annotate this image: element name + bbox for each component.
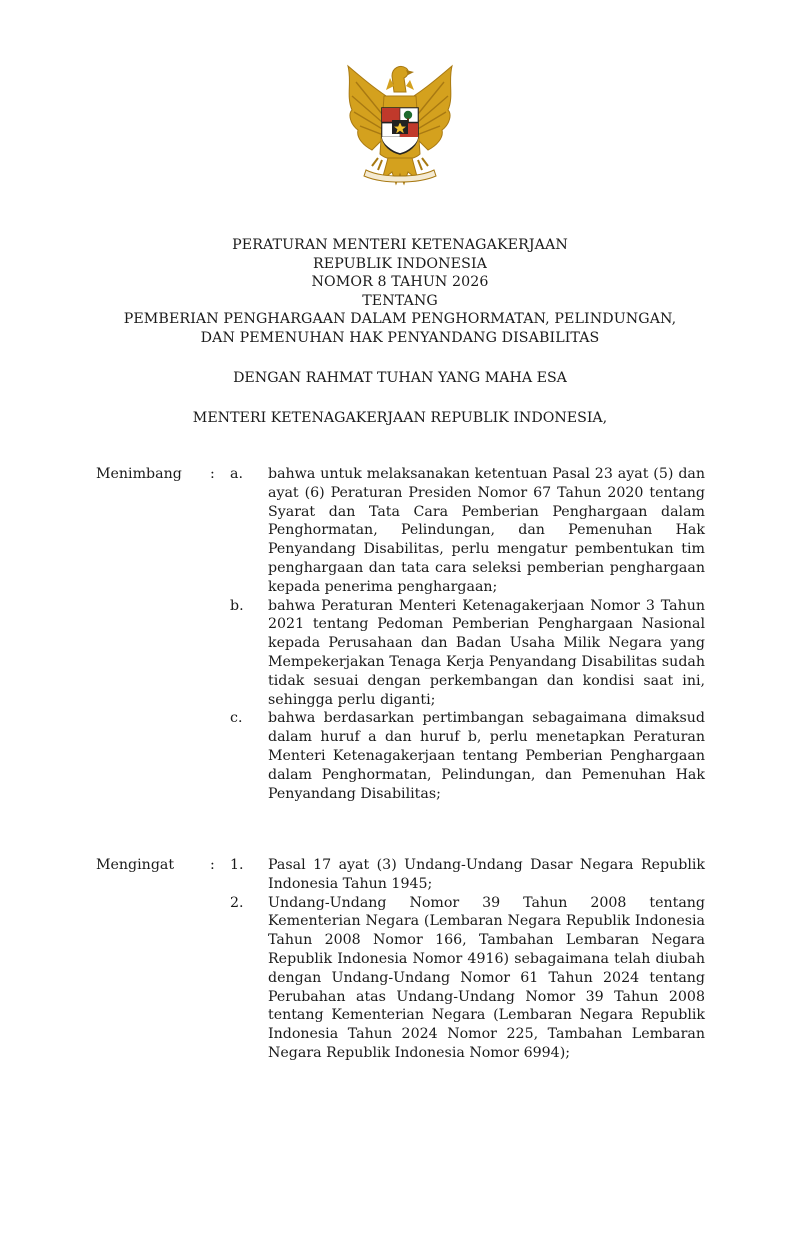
list-item: [96, 709, 708, 803]
section-colon: :: [210, 466, 215, 482]
list-item: [96, 597, 708, 710]
title-line: TENTANG: [362, 292, 438, 309]
list-item: [96, 856, 708, 894]
garuda-emblem-icon: [338, 62, 462, 192]
item-text: bahwa berdasarkan pertimbangan sebagaimana dimaksud dalam huruf a dan huruf b, perlu menetapkan Peraturan Menteri Ketenagakerjaan tentang Pemberian Penghargaan dalam Penghormatan, Pelindungan, dan Pemenuhan Hak Penyandang Disabilitas;: [268, 710, 705, 802]
minister-heading: MENTERI KETENAGAKERJAAN REPUBLIK INDONESIA,: [192, 410, 608, 426]
grace-invocation: DENGAN RAHMAT TUHAN YANG MAHA ESA: [233, 370, 567, 386]
title-line: NOMOR 8 TAHUN 2026: [311, 274, 489, 291]
item-marker: b.: [230, 597, 244, 614]
regulation-title: [0, 236, 800, 348]
garuda-emblem: [338, 62, 462, 192]
list-item: [96, 894, 708, 1063]
title-line: PERATURAN MENTERI KETENAGAKERJAAN: [232, 237, 568, 253]
item-text: Undang-Undang Nomor 39 Tahun 2008 tentang Kementerian Negara (Lembaran Negara Republik Indonesia Tahun 2008 Nomor 166, Tambahan Lembaran Negara Republik Indonesia Nomor 4916) sebagaimana telah diubah dengan Undang-Undang Nomor 61 Tahun 2024 tentang Perubahan atas Undang-Undang Nomor 39 Tahun 2008 tentang Kementerian Negara (Lembaran Negara Republik Indonesia Tahun 2024 Nomor 225, Tambahan Lembaran Negara Republik Indonesia Nomor 6994);: [268, 894, 705, 1061]
section-label: Menimbang: [96, 466, 182, 482]
item-text: bahwa Peraturan Menteri Ketenagakerjaan Nomor 3 Tahun 2021 tentang Pedoman Pemberian Penghargaan Nasional kepada Perusahaan dan Badan Usaha Milik Negara yang Mempekerjakan Tenaga Kerja Penyandang Disabilitas sudah tidak sesuai dengan perkembangan dan kondisi saat ini, sehingga perlu diganti;: [268, 597, 705, 708]
item-text: Pasal 17 ayat (3) Undang-Undang Dasar Negara Republik Indonesia Tahun 1945;: [268, 857, 705, 892]
item-marker: a.: [230, 466, 243, 482]
title-line: REPUBLIK INDONESIA: [312, 255, 488, 272]
mengingat-section: [96, 856, 708, 1063]
section-colon: :: [210, 857, 215, 873]
item-marker: c.: [230, 710, 243, 727]
item-marker: 1.: [230, 857, 244, 873]
item-marker: 2.: [230, 894, 244, 911]
title-line: PEMBERIAN PENGHARGAAN DALAM PENGHORMATAN, PELINDUNGAN,: [123, 311, 677, 328]
section-label: Mengingat: [96, 857, 175, 873]
item-text: bahwa untuk melaksanakan ketentuan Pasal 23 ayat (5) dan ayat (6) Peraturan Presiden Nomor 67 Tahun 2020 tentang Syarat dan Tata Cara Pemberian Penghargaan dalam Penghormatan, Pelindungan, dan Pemenuhan Hak Penyandang Disabilitas, perlu mengatur pembentukan tim penghargaan dan tata cara seleksi pemberian penghargaan kepada penerima penghargaan;: [268, 466, 705, 595]
title-line: DAN PEMENUHAN HAK PENYANDANG DISABILITAS: [200, 329, 600, 346]
menimbang-section: [96, 465, 708, 803]
list-item: [96, 465, 708, 597]
